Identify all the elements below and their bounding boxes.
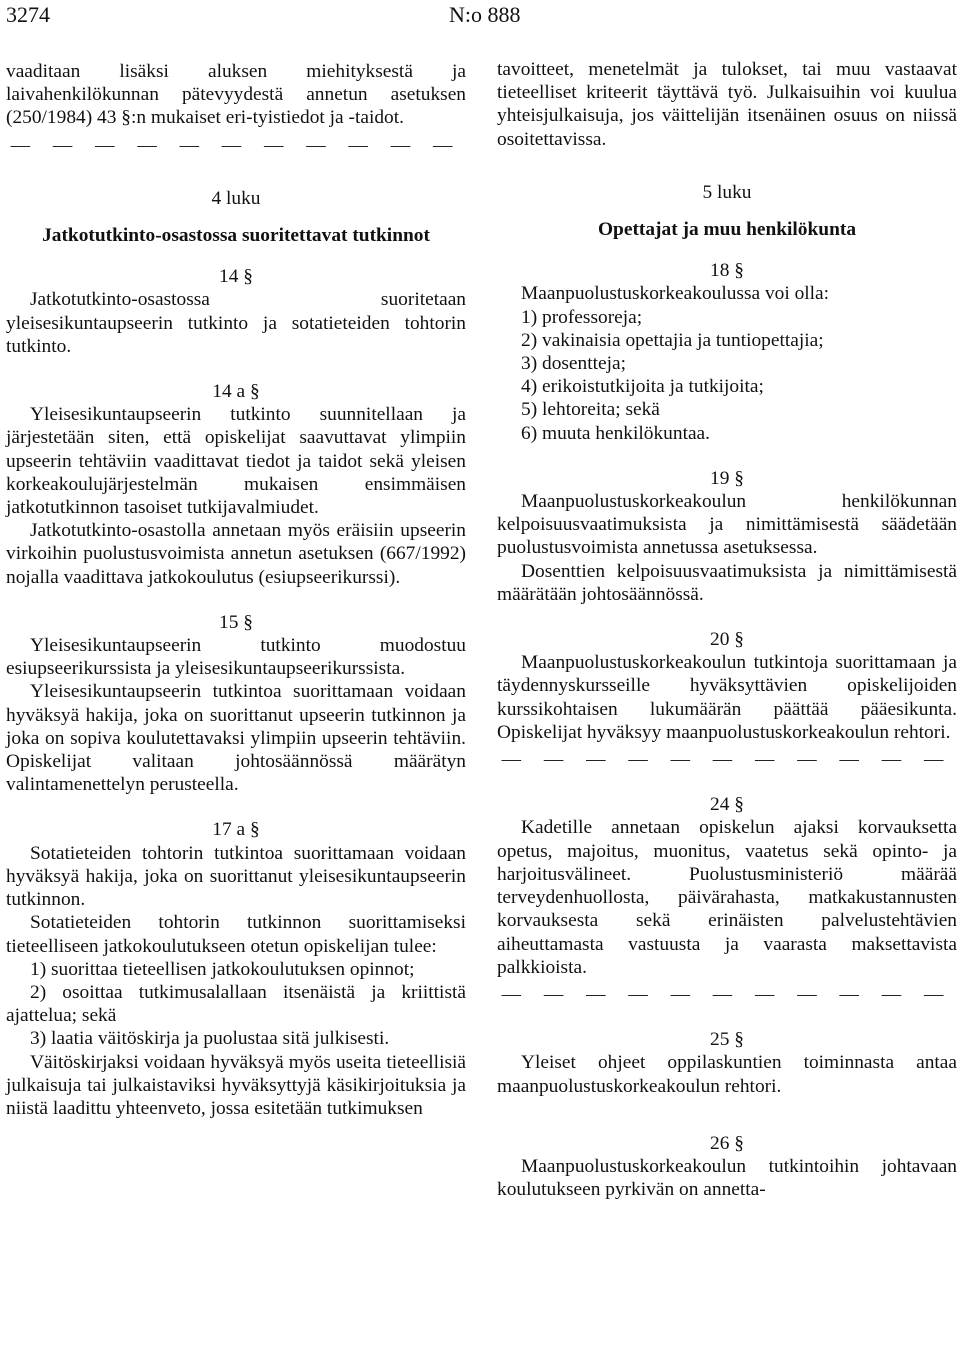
section-paragraph: Jatkotutkinto-osastolla annetaan myös eräisiin upseerin virkoihin puolustusvoimista annetun asetuksen (667/1992) nojalla vaadittava jatkokoulutus (esiupseerikurssi). — [6, 520, 466, 588]
section-paragraph: Yleisesikuntaupseerin tutkinto muodostuu esiupseerikurssista ja yleisesikuntaupseerikurssista. — [6, 635, 466, 680]
section-paragraph: Sotatieteiden tohtorin tutkintoa suorittamaan voidaan hyväksyä hakija, joka on suorittanut yleisesikuntaupseerin tutkinnon. — [6, 842, 466, 911]
section-heading: 25 § — [710, 1029, 744, 1051]
list-item: 4) erikoistutkijoita ja tutkijoita; — [521, 376, 764, 398]
chapter-heading: 5 luku — [702, 181, 752, 203]
section-paragraph: Yleisesikuntaupseerin tutkintoa suorittamaan voidaan hyväksyä hakija, joka on suorittanut upseerin tutkinnon ja joka on sopiva koulutettavaksi ylimpiin upseerin tehtäviin. Opiskelijat valitaan johtosäännössä määrätyn valintamenettelyn perusteella. — [6, 681, 466, 796]
page-number: 3274 — [6, 2, 50, 27]
right-column — [497, 58, 957, 1201]
list-item: 3) dosentteja; — [521, 353, 627, 375]
chapter-title: Jatkotutkinto-osastossa suoritettavat tutkinnot — [42, 225, 430, 247]
chapter-heading: 4 luku — [211, 187, 261, 209]
section-heading: 18 § — [710, 260, 744, 282]
section-paragraph: Jatkotutkinto-osastossa suoritetaan yleisesikuntaupseerin tutkinto ja sotatieteiden tohtorin tutkinto. — [6, 289, 466, 357]
section-heading: 26 § — [710, 1132, 744, 1154]
left-column — [6, 60, 466, 1120]
section-paragraph: Maanpuolustuskorkeakoulussa voi olla: — [521, 283, 830, 305]
chapter-title: Opettajat ja muu henkilökunta — [597, 219, 857, 241]
section-heading: 17 a § — [212, 819, 260, 841]
section-heading: 14 a § — [212, 381, 260, 403]
omission-dashes: — — — — — — — — — — — — [501, 983, 953, 1005]
section-paragraph: Maanpuolustuskorkeakoulun tutkintoja suorittamaan ja täydennyskursseille hyväksyttävien opiskelijoiden kurssikohtaisen lukumäärän päättää pääesikunta. Opiskelijat hyväksyy maanpuolustuskorkeakoulun rehtori. — [497, 652, 957, 743]
omission-dashes: — — — — — — — — — — — — [10, 134, 462, 156]
intro-paragraph: vaaditaan lisäksi aluksen miehityksestä ja laivahenkilökunnan pätevyydestä annetun asetuksen (250/1984) 43 §:n mukaiset eri-tyistiedot ja -taidot. — [6, 61, 466, 129]
list-item: 2) osoittaa tutkimusalallaan itsenäistä ja kriittistä ajattelua; sekä — [6, 981, 466, 1027]
issue-number: N:o 888 — [449, 2, 521, 27]
section-paragraph: Maanpuolustuskorkeakoulun henkilökunnan kelpoisuusvaatimuksista ja nimittämisestä säädetään puolustusvoimista annetussa asetuksessa. — [497, 491, 957, 559]
section-heading: 14 § — [219, 266, 253, 288]
list-item: 1) suorittaa tieteellisen jatkokoulutuksen opinnot; — [30, 958, 415, 980]
section-paragraph: Väitöskirjaksi voidaan hyväksyä myös useita tieteellisiä julkaisuja tai julkaistaviksi hyväksyttyjä käsikirjoituksia ja niistä laadittu yhteenveto, jossa esitetään tutkimuksen — [6, 1051, 466, 1119]
section-heading: 20 § — [710, 629, 744, 651]
list-item: 6) muuta henkilökuntaa. — [521, 422, 711, 444]
omission-dashes: — — — — — — — — — — — — [501, 749, 953, 771]
list-item: 1) professoreja; — [521, 306, 643, 328]
section-heading: 19 § — [710, 467, 744, 489]
section-paragraph: Kadetille annetaan opiskelun ajaksi korvauksetta opetus, majoitus, muonitus, vaatetus sekä opinto- ja harjoitusvälineet. Puolustusministeriö määrää terveydenhuollosta, päivärahasta, matkakustannusten korvauksesta sekä erinäisten palvelustehtävien aiheuttamasta vastuusta ja vaarasta maksettavista palkkioista. — [497, 817, 957, 978]
section-list — [497, 282, 957, 444]
list-item: 2) vakinaisia opettajia ja tuntiopettajia; — [521, 329, 824, 351]
page-header — [6, 0, 946, 30]
continued-paragraph: tavoitteet, menetelmät ja tulokset, tai muu vastaavat tieteelliset kriteerit täyttävä työ. Julkaisuihin voi kuulua yhteisjulkaisuja, jos väittelijän itsenäinen osuus on niissä osoitettavissa. — [497, 59, 957, 150]
list-item: 3) laatia väitöskirja ja puolustaa sitä julkisesti. — [30, 1028, 390, 1050]
section-heading: 24 § — [710, 794, 744, 816]
section-paragraph: Yleiset ohjeet oppilaskuntien toiminnasta antaa maanpuolustuskorkeakoulun rehtori. — [497, 1052, 957, 1097]
list-item: 5) lehtoreita; sekä — [521, 399, 660, 421]
section-paragraph: Sotatieteiden tohtorin tutkinnon suorittamiseksi tieteelliseen jatkokoulutukseen otetun opiskelijan tulee: — [6, 912, 466, 957]
section-paragraph: Maanpuolustuskorkeakoulun tutkintoihin johtavaan koulutukseen pyrkivän on annetta- — [497, 1155, 957, 1201]
section-heading: 15 § — [219, 611, 253, 633]
section-paragraph: Dosenttien kelpoisuusvaatimuksista ja nimittämisestä määrätään johtosäännössä. — [497, 560, 957, 605]
section-paragraph: Yleisesikuntaupseerin tutkinto suunnitellaan ja järjestetään siten, että opiskelijat saavuttavat ylimpiin upseerin tehtäviin vaadittavat tiedot ja taidot sekä yleisen korkeakoulujärjestelmän mukaisen ensimmäisen jatkotutkinnon tasoiset tutkijavalmiudet. — [6, 404, 466, 519]
